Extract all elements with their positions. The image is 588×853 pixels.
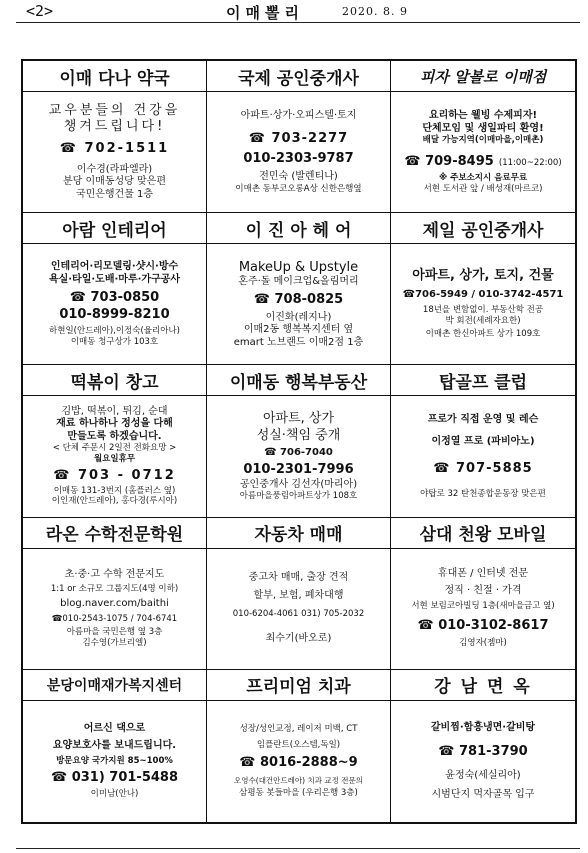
ad-address: 분당 이매동성당 맞은편 — [63, 176, 166, 188]
ad-card-used-car — [207, 518, 391, 670]
ad-address: 야탑로 32 탄천종합운동장 맞은편 — [420, 488, 546, 499]
ad-phone: ☎ 708-0825 — [253, 292, 344, 308]
ad-owner: 김수영(가브리엘) — [82, 637, 147, 648]
footer-rule — [16, 848, 580, 849]
ad-card-gangnam-myeonok — [391, 670, 575, 822]
ad-phone: ☎ 703-2277 — [248, 130, 349, 146]
ad-line: 혼주·돌 메이크업&올림머리 — [238, 275, 359, 287]
ad-address: 이매촌 동부코오롱A상 신한은행옆 — [235, 183, 362, 194]
ad-line: 방문요양 국가지원 85~100% — [56, 756, 173, 767]
ad-title: 떡볶이 창고 — [23, 365, 206, 396]
ad-line: 김밥, 떡볶이, 튀김, 순대 — [61, 405, 168, 417]
ad-title: 아람 인테리어 — [23, 213, 206, 244]
ad-address: 시범단지 먹자골목 입구 — [431, 788, 535, 800]
ad-phone: ☎ 781-3790 — [438, 744, 528, 760]
ad-address: 이매동 131-3번지 (홈플러스 옆) — [53, 485, 176, 496]
ad-line: 어르신 댁으로 — [83, 723, 146, 735]
ad-owner: 이정열 프로 (파비아노) — [431, 436, 535, 448]
ad-line: 프로가 직접 운영 및 레슨 — [427, 413, 539, 425]
ad-address: 아름마을 국민은행 옆 3층 — [66, 627, 163, 638]
ad-owner: 김영자(젬마) — [459, 638, 507, 649]
ad-card-pizza-alvolo — [391, 61, 575, 213]
ad-owner: 공인중개사 김선자(마리아) — [239, 478, 358, 490]
ad-line: 요리하는 웰빙 수제피자! — [428, 110, 538, 122]
ad-phone: ☎ 703-0850 — [69, 290, 160, 306]
ad-phone: 010-2301-7996 — [243, 462, 354, 478]
ad-hours: (11:00~22:00) — [498, 157, 562, 168]
ad-address: 이매동 청구상가 103호 — [70, 336, 159, 347]
page-number: <2> — [26, 2, 54, 20]
ad-address: 삼평동 봇들마을 (우리은행 3층) — [239, 788, 358, 799]
ad-card-gukje-realty — [207, 61, 391, 213]
ad-title: 국제 공인중개사 — [207, 61, 390, 92]
ad-phone: ☎706-5949 / 010-3742-4571 — [402, 288, 564, 300]
ad-line: 1:1 or 소규모 그룹지도(4명 이하) — [50, 584, 179, 595]
ad-card-top-golf — [391, 365, 575, 517]
ad-title: 이매 다나 약국 — [23, 61, 206, 92]
ad-line: 중고차 매매, 출장 견적 — [248, 571, 349, 583]
ad-owner: 이미남(안나) — [90, 789, 139, 800]
ad-title: 이 진 아 헤 어 — [207, 213, 390, 244]
ad-phone: ☎ 010-3102-8617 — [417, 618, 549, 634]
ad-line: ※ 주보소지시 음료무료 — [438, 172, 528, 183]
ad-line: 정직 · 친절 · 가격 — [444, 584, 522, 596]
ad-line: 배달 가능지역(이매마을,이매촌) — [422, 135, 544, 146]
ad-owner: 오영수(대건안드레아) 치과 교정 전문의 — [234, 775, 363, 785]
ad-line: 챙겨드립니다! — [63, 119, 166, 135]
ad-address: 국민은행건물 1층 — [75, 188, 154, 200]
ad-line: 아파트, 상가, 토지, 건물 — [412, 268, 554, 284]
ad-line: 단체모임 및 생일파티 환영! — [422, 122, 544, 134]
ad-line: 재료 하나하나 정성을 다해 — [56, 418, 173, 430]
ad-card-tteokbokki-changgo — [23, 365, 207, 517]
ad-phone: ☎ 707-5885 — [433, 460, 533, 476]
ad-address: 이매촌 한신아파트 상가 109호 — [425, 329, 541, 340]
ad-card-dana-pharmacy — [23, 61, 207, 213]
ad-owner: 하현일(안드레아),이정숙(율리아나) — [49, 325, 180, 336]
ad-card-samdae-mobile — [391, 518, 575, 670]
ad-owner: 윤정숙(세실리아) — [445, 770, 521, 782]
ad-phone: 010-8999-8210 — [59, 306, 170, 322]
ad-line: 요양보호사를 보내드립니다. — [52, 739, 177, 751]
ad-owner: 박 회전(세례자요한) — [445, 315, 521, 326]
ad-line: 임플란트(오스템,독일) — [256, 739, 341, 750]
ad-owner: 전민숙 (발렌티나) — [259, 171, 338, 183]
ad-card-lee-jina-hair — [207, 213, 391, 365]
ad-phone: ☎ 703 - 0712 — [53, 467, 176, 483]
ad-website-link[interactable]: blog.naver.com/baithi — [60, 598, 169, 610]
ad-owner: 이진화(레지나) — [265, 311, 332, 323]
ad-title: 강 남 면 옥 — [391, 670, 575, 701]
ad-line: 갈비찜·함흥냉면·갈비탕 — [430, 721, 536, 733]
page-header — [16, 2, 576, 22]
ad-address: 서현 보림코아빌딩 1층(새마을금고 옆) — [411, 601, 555, 612]
ad-owner: 이수경(라파엘라) — [76, 163, 153, 175]
ad-line: 성실·책임 중개 — [256, 427, 341, 443]
ad-owner: 이인재(안드레아), 홍다경(루시아) — [51, 496, 178, 507]
ad-title: 라온 수학전문학원 — [23, 518, 206, 549]
ad-phone: ☎ 706-7040 — [264, 446, 333, 458]
ad-title: 삼대 천왕 모바일 — [391, 518, 575, 549]
ad-line: MakeUp & Upstyle — [238, 259, 359, 275]
ad-phone: 010-2303-9787 — [243, 150, 354, 166]
ad-line: 교우분들의 건강을 — [48, 102, 181, 118]
header-rule — [16, 22, 580, 23]
ad-phone: 010-6204-4061 031) 705-2032 — [232, 608, 365, 619]
ad-line: 인테리어·리모델링·샷시·방수 — [50, 261, 179, 273]
ad-card-haengbok-realty — [207, 365, 391, 517]
ad-title: 피자 알볼로 이매점 — [391, 61, 575, 92]
ad-phone: ☎ 709-8495 — [404, 153, 494, 169]
ad-line: 할부, 보험, 폐차대행 — [253, 590, 344, 602]
ad-line: 만들도록 하겠습니다. — [67, 430, 162, 442]
ad-line: 아파트·상가·오피스텔·토지 — [240, 110, 357, 122]
ad-address: 이매2동 행복복지센터 옆 — [243, 324, 354, 336]
bulletin-date: 2020. 8. 9 — [342, 5, 408, 18]
ad-phone: ☎ 031) 701-5488 — [50, 769, 179, 785]
ad-title: 제일 공인중개사 — [391, 213, 575, 244]
ad-line: 18년을 변함없이. 부동산학 전공 — [422, 305, 544, 316]
ad-title: 프리미엄 치과 — [207, 670, 390, 701]
ad-phone: ☎010-2543-1075 / 704-6741 — [51, 613, 178, 624]
ad-card-imae-welfare-center — [23, 670, 207, 822]
ad-line: 월요일휴무 — [93, 453, 136, 464]
ad-owner: 최수기(바오로) — [265, 633, 332, 645]
ad-title: 탑골프 클럽 — [391, 365, 575, 396]
ad-line: 성장/성인교정, 레이저 미백, CT — [239, 724, 358, 735]
ad-card-jeil-realty — [391, 213, 575, 365]
ad-line: 휴대폰 / 인터넷 전문 — [437, 568, 529, 580]
ad-line: 아파트, 상가 — [262, 411, 335, 427]
bulletin-title: 이매뽈리 — [226, 4, 304, 22]
ad-address: emart 노브랜드 이매2점 1층 — [233, 336, 364, 348]
ad-card-aram-interior — [23, 213, 207, 365]
ad-title: 이매동 행복부동산 — [207, 365, 390, 396]
ad-title: 분당이매재가복지센터 — [23, 670, 206, 701]
ad-card-premium-dental — [207, 670, 391, 822]
ad-phone: ☎ 8016-2888~9 — [239, 755, 358, 771]
ad-card-raon-math-academy — [23, 518, 207, 670]
ad-address: 서현 도서관 앞 / 배성재(마르코) — [423, 183, 543, 194]
ad-phone: ☎ 702-1511 — [59, 141, 170, 157]
ad-line: < 단체 주문시 2일전 전화요망 > — [52, 443, 177, 454]
ad-line: 욕실·타일·도배·마루·가구공사 — [48, 273, 181, 285]
ad-address: 아름마을풍림아파트상가 108호 — [239, 491, 358, 502]
ad-grid — [21, 59, 577, 824]
ad-title: 자동차 매매 — [207, 518, 390, 549]
ad-line: 초·중·고 수학 전문지도 — [64, 568, 165, 580]
